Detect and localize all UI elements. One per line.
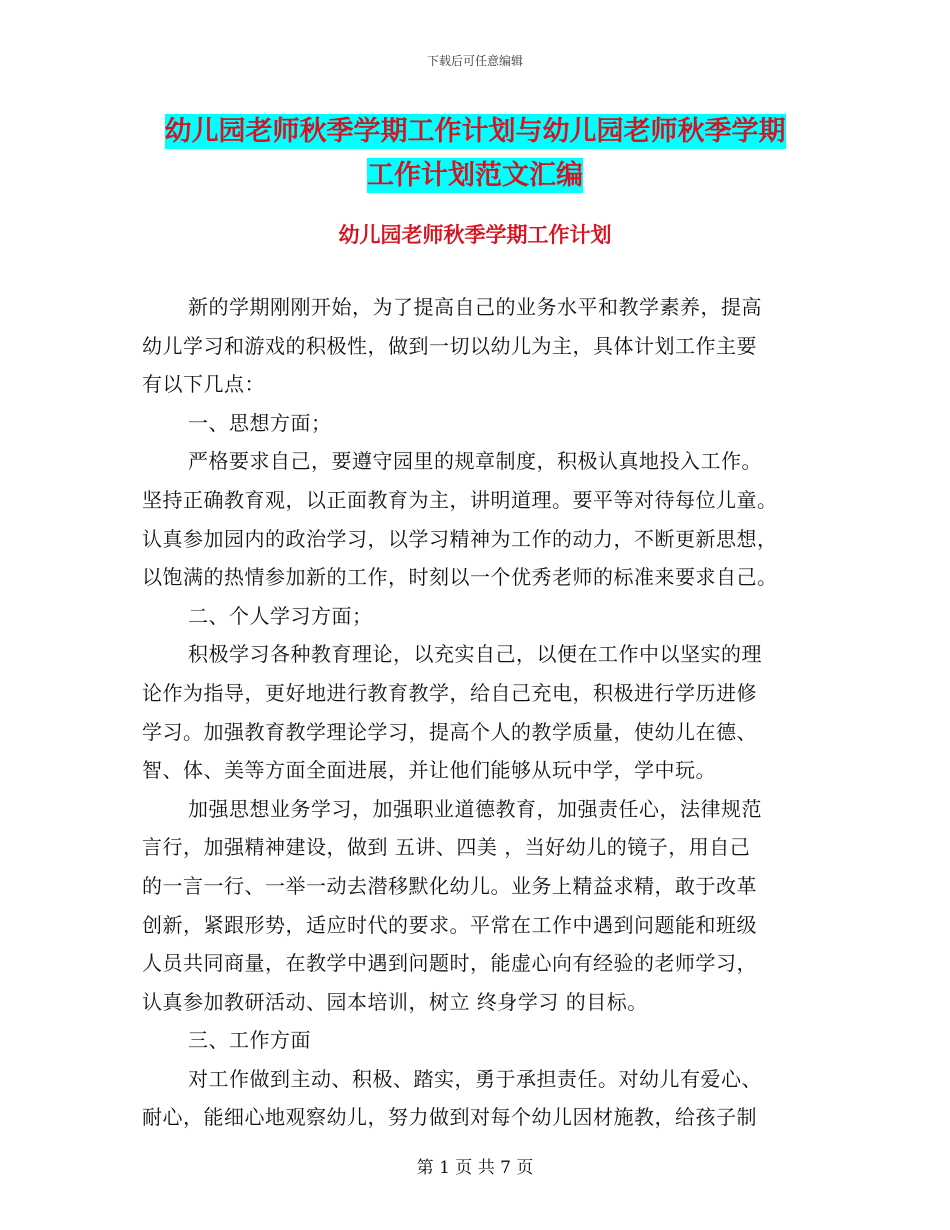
body-line: 人员共同商量，在教学中遇到问题时，能虚心向有经验的老师学习， [142,951,757,976]
body-line: 坚持正确教育观，以正面教育为主，讲明道理。要平等对待每位儿童。 [142,487,778,512]
body-line: 幼儿学习和游戏的积极性，做到一切以幼儿为主，具体计划工作主要 [142,333,757,358]
body-line: 言行，加强精神建设，做到 五讲、四美 ，当好幼儿的镜子，用自己 [142,835,751,860]
section-title: 幼儿园老师秋季学期工作计划 [338,223,612,247]
body-line: 智、体、美等方面全面进展，并让他们能够从玩中学，学中玩。 [142,758,716,783]
body-line: 认真参加教研活动、园本培训，树立 终身学习 的目标。 [142,989,648,1014]
section-heading-1: 一、思想方面； [188,410,332,435]
body-line: 加强思想业务学习，加强职业道德教育，加强责任心，法律规范 [188,796,762,821]
header-note: 下载后可任意编辑 [426,54,523,68]
body-line: 新的学期刚刚开始，为了提高自己的业务水平和教学素养，提高 [188,295,762,319]
body-line: 学习。加强教育教学理论学习，提高个人的教学质量，使幼儿在德、 [142,719,757,744]
body-line: 以饱满的热情参加新的工作，时刻以一个优秀老师的标准来要求自己。 [142,565,778,590]
body-line: 的一言一行、一举一动去潜移默化幼儿。业务上精益求精，敢于改革 [142,873,757,898]
section-heading-3: 三、工作方面 [188,1028,311,1053]
document-title-line-2 [0,154,950,198]
body-line: 有以下几点： [142,372,265,397]
page-footer: 第 1 页 共 7 页 [416,1158,534,1178]
document-title-text-1: 幼儿园老师秋季学期工作计划与幼儿园老师秋季学期 [164,116,786,147]
body-line: 耐心，能细心地观察幼儿，努力做到对每个幼儿因材施教，给孩子制 [142,1105,757,1130]
body-line: 创新，紧跟形势，适应时代的要求。平常在工作中遇到问题能和班级 [142,912,757,937]
body-line: 严格要求自己，要遵守园里的规章制度，积极认真地投入工作。 [188,449,762,474]
document-title-line-1 [0,110,950,154]
body-line: 对工作做到主动、积极、踏实，勇于承担责任。对幼儿有爱心、 [188,1066,762,1091]
document-body [142,288,812,1137]
section-heading-2: 二、个人学习方面； [188,603,373,628]
document-title-text-2: 工作计划范文汇编 [367,160,583,191]
body-line: 论作为指导，更好地进行教育教学，给自己充电，积极进行学历进修 [142,680,757,705]
body-line: 认真参加园内的政治学习，以学习精神为工作的动力，不断更新思想， [142,526,778,551]
body-line: 积极学习各种教育理论，以充实自己，以便在工作中以坚实的理 [188,642,762,667]
